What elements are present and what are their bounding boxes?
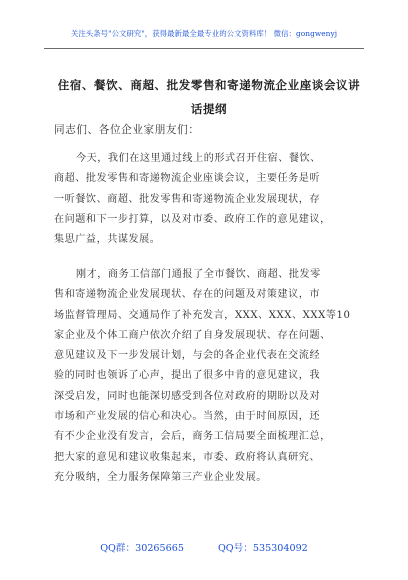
qq-number-text: QQ号：535304092 — [217, 543, 308, 554]
paragraph-line: 市场和产业发展的信心和决心。当然，由于时间原因，还 — [54, 411, 321, 423]
header-divider — [44, 48, 364, 49]
paragraph-line: 意见建议及下一步发展计划，与会的各企业代表在交流经 — [54, 350, 321, 362]
document-title — [54, 73, 364, 121]
header-banner: 关注头条号"公文研究"，获得最新最全最专业的公文资料库！ 微信：gongwenyj — [70, 29, 338, 38]
footer-contact — [0, 540, 408, 554]
salutation: 同志们、各位企业家朋友们： — [54, 124, 200, 136]
paragraph-1 — [54, 149, 356, 250]
paragraph-line: 一听餐饮、商超、批发零售和寄递物流企业发展现状，存 — [54, 193, 321, 205]
paragraph-line: 售和寄递物流企业发展现状、存在的问题及对策建议，市 — [54, 289, 321, 301]
paragraph-line: 在问题和下一步打算，以及对市委、政府工作的意见建议， — [54, 213, 331, 225]
paragraph-line: 商超、批发零售和寄递物流企业座谈会议，主要任务是听 — [54, 173, 321, 185]
paragraph-line: 今天，我们在这里通过线上的形式召开住宿、餐饮、 — [76, 153, 321, 164]
paragraph-line: 家企业及个体工商户依次介绍了自身发展现状、存在问题、 — [54, 329, 331, 341]
paragraph-line: 场监督管理局、交通局作了补充发言，XXX、XXX、XXX等10 — [54, 309, 351, 321]
paragraph-line: 充分吸纳，全力服务保障第三产业企业发展。 — [54, 471, 267, 483]
document-title-line2: 话提纲 — [190, 102, 228, 116]
paragraph-line: 集思广益，共谋发展。 — [54, 234, 161, 246]
qq-group-text: QQ群：30265665 — [100, 543, 184, 554]
paragraph-line: 把大家的意见和建议收集起来，市委、政府将认真研究、 — [54, 451, 321, 463]
paragraph-line: 深受启发，同时也能深切感受到各位对政府的期盼以及对 — [54, 390, 321, 402]
paragraph-line: 验的同时也领诉了心声，提出了很多中肯的意见建议，我 — [54, 370, 321, 382]
paragraph-2 — [54, 265, 356, 488]
paragraph-line: 刚才，商务工信部门通报了全市餐饮、商超、批发零 — [76, 269, 321, 280]
paragraph-line: 有不少企业没有发言，会后，商务工信局要全面梳理汇总， — [54, 431, 331, 443]
document-title-line1: 住宿、餐饮、商超、批发零售和寄递物流企业座谈会议讲 — [57, 78, 361, 92]
